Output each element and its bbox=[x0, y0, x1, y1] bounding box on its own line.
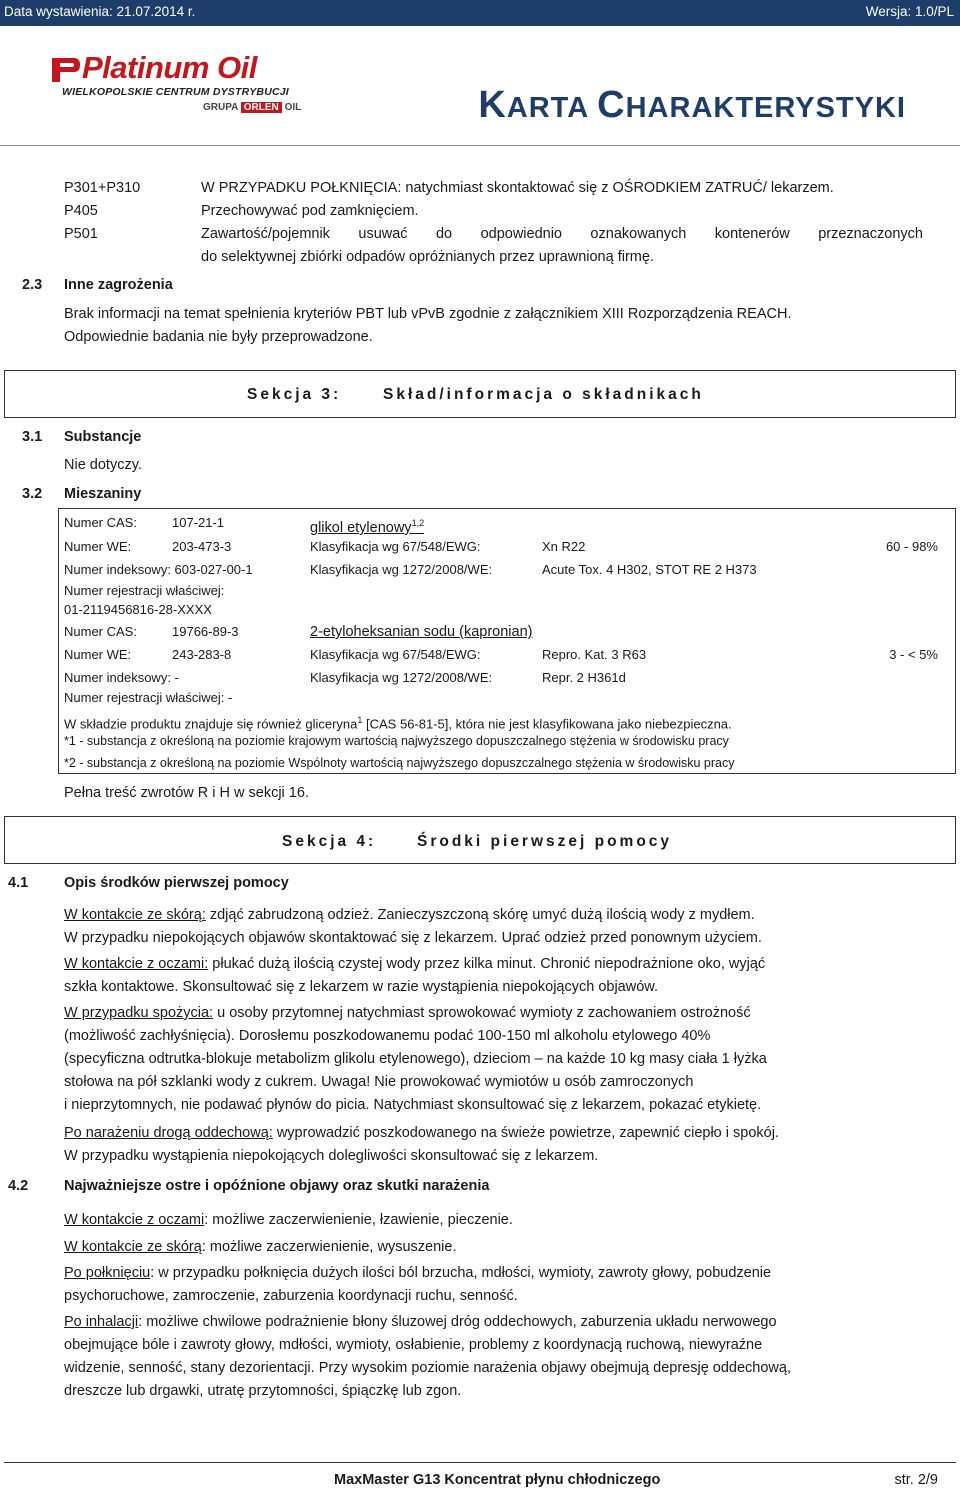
sym-ingestion-line1 bbox=[64, 1264, 771, 1282]
platinum-oil-logo bbox=[48, 50, 308, 142]
c1-name-sup: 1,2 bbox=[411, 518, 425, 528]
fa-skin-line1 bbox=[64, 906, 755, 924]
c2-cas: 19766-89-3 bbox=[172, 624, 239, 639]
c1-name-text: glikol etylenowy bbox=[310, 519, 412, 536]
glycerin-note-b: [CAS 56-81-5], która nie jest klasyfikowana jako niebezpieczna. bbox=[366, 716, 732, 732]
logo-group-text bbox=[203, 102, 301, 113]
fa-skin-label: W kontakcie ze skórą: bbox=[64, 907, 206, 923]
c2-k1: Repro. Kat. 3 R63 bbox=[542, 647, 647, 662]
sym-inhalation-line3: widzenie, senność, stany dezorientacji. Przy wysokim poziomie narażenia objawy obejmują depresję oddechową, bbox=[64, 1360, 791, 1376]
logo-orlen: ORLEN bbox=[241, 102, 282, 113]
section-3-1-text: Nie dotyczy. bbox=[64, 457, 142, 473]
fa-inhalation-line2: W przypadku wystąpienia niepokojących dolegliwości skonsultować się z lekarzem. bbox=[64, 1148, 599, 1164]
c1-k2-label: Klasyfikacja wg 1272/2008/WE: bbox=[310, 562, 493, 577]
fa-ingestion-line4: stołowa na pół szklanki wody z cukrem. Uwaga! Nie prowokować wymiotów u osób zamroczonych bbox=[64, 1074, 694, 1090]
fa-inhalation-label: Po narażeniu drogą oddechową: bbox=[64, 1125, 273, 1141]
fa-inhalation-line1 bbox=[64, 1124, 779, 1142]
glycerin-note-sup: 1 bbox=[357, 715, 363, 725]
fa-ingestion-line3: (specyficzna odtrutka-blokuje metabolizm glikolu etylenowego), dzieciom – na każde 10 kg masy ciała 1 łyżka bbox=[64, 1051, 767, 1067]
fa-ingestion-text1: u osoby przytomnej natychmiast sprowokować wymioty z zachowaniem ostrożność bbox=[213, 1005, 751, 1021]
logo-sub-text: WIELKOPOLSKIE CENTRUM DYSTRYBUCJI bbox=[62, 86, 289, 98]
sym-inhalation-line1 bbox=[64, 1313, 777, 1331]
fa-skin-text1: zdjąć zabrudzoną odzież. Zanieczyszczoną skórę umyć dużą ilością wody z mydłem. bbox=[205, 907, 755, 923]
section-4-title: Środki pierwszej pomocy bbox=[417, 833, 673, 850]
c1-cas: 107-21-1 bbox=[172, 515, 225, 530]
fa-ingestion-line1 bbox=[64, 1004, 751, 1022]
sym-ingestion-line2: psychoruchowe, zamroczenie, zaburzenia koordynacji ruchu, senność. bbox=[64, 1288, 518, 1304]
sym-inhalation-label: Po inhalacji bbox=[64, 1314, 139, 1330]
glycerin-note bbox=[64, 711, 732, 733]
sym-skin bbox=[64, 1238, 456, 1256]
sym-inhalation-line4: dreszcze lub drgawki, utratę przytomności, śpiączkę lub zgon. bbox=[64, 1383, 462, 1399]
c1-k1: Xn R22 bbox=[542, 539, 586, 554]
footnote-2: *2 - substancja z określoną na poziomie Wspólnoty wartością najwyższego dopuszczalnego stężenia w środowisku pracy bbox=[64, 756, 735, 770]
sym-inhalation-text1: : możliwe chwilowe podrażnienie błony śluzowej dróg oddechowych, zaburzenia układu nerwowego bbox=[138, 1314, 777, 1330]
full-text-note: Pełna treść zwrotów R i H w sekcji 16. bbox=[64, 785, 309, 801]
section-4-2-number: 4.2 bbox=[8, 1178, 29, 1194]
c2-k2: Repr. 2 H361d bbox=[542, 670, 626, 685]
p-code-2: P405 bbox=[64, 203, 98, 219]
p-text-1: W PRZYPADKU POŁKNIĘCIA: natychmiast skontaktować się z OŚRODKIEM ZATRUĆ/ lekarzem. bbox=[201, 180, 834, 196]
c2-concentration: 3 - < 5% bbox=[889, 647, 938, 662]
section-3-1-title: Substancje bbox=[64, 429, 142, 445]
c1-concentration: 60 - 98% bbox=[885, 539, 938, 554]
document-header bbox=[0, 28, 960, 146]
p-text-3b: do selektywnej zbiórki odpadów opróżnianych przez uprawnioną firmę. bbox=[201, 249, 654, 265]
section-2-3-title: Inne zagrożenia bbox=[64, 277, 173, 293]
c1-we-label: Numer WE: bbox=[64, 539, 132, 554]
p-code-1: P301+P310 bbox=[64, 180, 141, 196]
sym-eyes bbox=[64, 1211, 513, 1229]
c1-k1-label: Klasyfikacja wg 67/548/EWG: bbox=[310, 539, 481, 554]
title-rest-2: HARAKTERYSTYKI bbox=[625, 92, 906, 124]
sym-skin-text: : możliwe zaczerwienienie, wysuszenie. bbox=[201, 1239, 457, 1255]
c1-cas-label: Numer CAS: bbox=[64, 515, 137, 530]
c2-cas-label: Numer CAS: bbox=[64, 624, 137, 639]
document-title bbox=[478, 84, 906, 127]
sym-ingestion-text1: : w przypadku połknięcia dużych ilości ból brzucha, mdłości, wymioty, zawroty głowy, pobudzenie bbox=[150, 1265, 772, 1281]
c2-we-label: Numer WE: bbox=[64, 647, 132, 662]
logo-main-text: Platinum Oil bbox=[82, 50, 257, 85]
p-text-2: Przechowywać pod zamknięciem. bbox=[201, 203, 419, 219]
c1-we: 203-473-3 bbox=[172, 539, 232, 554]
footer-product: MaxMaster G13 Koncentrat płynu chłodniczego bbox=[334, 1472, 661, 1488]
c2-we: 243-283-8 bbox=[172, 647, 232, 662]
p-code-3: P501 bbox=[64, 226, 98, 242]
c2-reg: Numer rejestracji właściwej: - bbox=[64, 690, 233, 705]
title-rest-1: ARTA bbox=[506, 92, 598, 124]
section-2-3-line1: Brak informacji na temat spełnienia kryteriów PBT lub vPvB zgodnie z załącznikiem XIII Rozporządzenia REACH. bbox=[64, 306, 792, 322]
section-4-header bbox=[4, 816, 956, 864]
section-3-label: Sekcja 3: bbox=[247, 386, 342, 403]
fa-eyes-label: W kontakcie z oczami: bbox=[64, 956, 209, 972]
fa-eyes-line1 bbox=[64, 955, 765, 973]
logo-mark-icon bbox=[48, 54, 82, 84]
section-3-2-number: 3.2 bbox=[22, 486, 43, 502]
version: Wersja: 1.0/PL bbox=[865, 4, 954, 19]
sym-skin-label: W kontakcie ze skórą bbox=[64, 1239, 202, 1255]
fa-ingestion-label: W przypadku spożycia: bbox=[64, 1005, 214, 1021]
fa-skin-line2: W przypadku niepokojących objawów skontaktować się z lekarzem. Uprać odzież przed ponownym użyciem. bbox=[64, 930, 762, 946]
fa-eyes-line2: szkła kontaktowe. Skonsultować się z lekarzem w razie wystąpienia niepokojących objawów. bbox=[64, 979, 658, 995]
c2-k2-label: Klasyfikacja wg 1272/2008/WE: bbox=[310, 670, 493, 685]
section-4-1-number: 4.1 bbox=[8, 875, 29, 891]
fa-ingestion-line2: (możliwość zachłyśnięcia). Dorosłemu poszkodowanemu podać 100-150 ml alkoholu etylowego 40% bbox=[64, 1028, 711, 1044]
c1-index: Numer indeksowy: 603-027-00-1 bbox=[64, 562, 253, 577]
c2-index: Numer indeksowy: - bbox=[64, 670, 179, 685]
c1-reg-label: Numer rejestracji właściwej: bbox=[64, 583, 225, 598]
section-4-label: Sekcja 4: bbox=[282, 833, 377, 850]
c2-name: 2-etyloheksanian sodu (kapronian) bbox=[310, 624, 533, 640]
p-text-3: Zawartość/pojemnik usuwać do odpowiednio oznakowanych kontenerów przeznaczonych bbox=[201, 226, 923, 242]
section-2-3-line2: Odpowiednie badania nie były przeprowadzone. bbox=[64, 329, 373, 345]
fa-ingestion-line5: i nieprzytomnych, nie podawać płynów do picia. Natychmiast skonsultować się z lekarzem, pokazać etykietę. bbox=[64, 1097, 762, 1113]
sym-ingestion-label: Po połknięciu bbox=[64, 1265, 151, 1281]
fa-eyes-text1: płukać dużą ilością czystej wody przez kilka minut. Chronić niepodrażnione oko, wyjąć bbox=[208, 956, 766, 972]
footer-page: str. 2/9 bbox=[894, 1472, 938, 1488]
c1-name bbox=[310, 514, 424, 537]
section-3-1-number: 3.1 bbox=[22, 429, 43, 445]
title-initial-c: C bbox=[597, 84, 626, 126]
logo-oil: OIL bbox=[284, 102, 302, 113]
sym-eyes-label: W kontakcie z oczami bbox=[64, 1212, 205, 1228]
section-4-2-title: Najważniejsze ostre i opóźnione objawy oraz skutki narażenia bbox=[64, 1178, 490, 1194]
top-bar bbox=[0, 0, 960, 26]
footnote-1: *1 - substancja z określoną na poziomie krajowym wartością najwyższego dopuszczalnego stężenia w środowisku pracy bbox=[64, 734, 729, 748]
section-3-header bbox=[4, 370, 956, 418]
fa-inhalation-text1: wyprowadzić poszkodowanego na świeże powietrze, zapewnić ciepło i spokój. bbox=[272, 1125, 779, 1141]
section-4-1-title: Opis środków pierwszej pomocy bbox=[64, 875, 289, 891]
issue-date: Data wystawienia: 21.07.2014 r. bbox=[4, 4, 196, 19]
glycerin-note-a: W składzie produktu znajduje się również gliceryna bbox=[64, 716, 358, 732]
sym-inhalation-line2: obejmujące bóle i zawroty głowy, mdłości, wymioty, osłabienie, problemy z koordynacją ruchową, niewyraźne bbox=[64, 1337, 763, 1353]
logo-grupa: GRUPA bbox=[203, 102, 238, 113]
footer-divider bbox=[4, 1462, 956, 1463]
section-2-3-number: 2.3 bbox=[22, 277, 43, 293]
section-3-title: Skład/informacja o składnikach bbox=[383, 386, 704, 403]
c1-k2: Acute Tox. 4 H302, STOT RE 2 H373 bbox=[542, 562, 757, 577]
section-3-2-title: Mieszaniny bbox=[64, 486, 142, 502]
sym-eyes-text: : możliwe zaczerwienienie, łzawienie, pieczenie. bbox=[204, 1212, 513, 1228]
title-initial-k: K bbox=[478, 84, 507, 126]
c1-reg: 01-2119456816-28-XXXX bbox=[64, 602, 212, 617]
c2-k1-label: Klasyfikacja wg 67/548/EWG: bbox=[310, 647, 481, 662]
